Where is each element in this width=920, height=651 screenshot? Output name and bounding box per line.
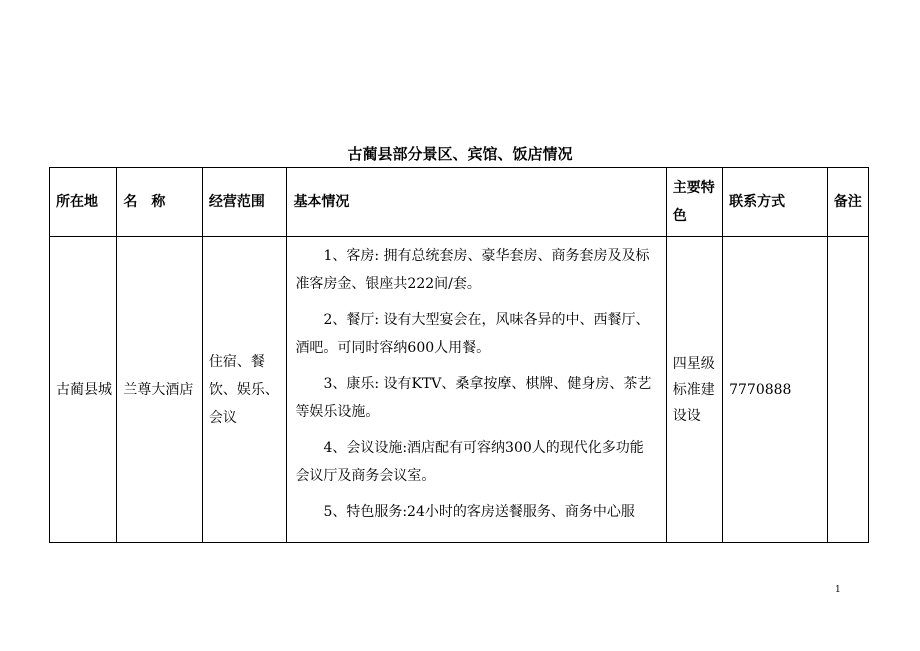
- venues-table: [49, 167, 869, 543]
- header-feature: 主要特色: [666, 168, 722, 237]
- cell-scope: 住宿、餐饮、娱乐、会议: [202, 237, 287, 543]
- cell-feature: 四星级标准建设设: [666, 237, 722, 543]
- page-number: 1: [835, 585, 841, 595]
- header-scope: 经营范围: [202, 168, 287, 237]
- info-paragraph-dining: 2、餐厅: 设有大型宴会在，风味各异的中、西餐厅、酒吧。可同时容纳600人用餐。: [295, 312, 650, 356]
- info-paragraph-meeting: 4、会议设施:酒店配有可容纳300人的现代化多功能会议厅及商务会议室。: [295, 440, 644, 484]
- info-paragraph-recreation: 3、康乐: 设有KTV、桑拿按摩、棋牌、健身房、茶艺等娱乐设施。: [295, 376, 652, 420]
- cell-location: 古蔺县城: [50, 237, 117, 543]
- cell-note: [827, 237, 868, 543]
- info-paragraph-rooms: 1、客房: 拥有总统套房、豪华套房、商务套房及及标准客房金、银座共222间/套。: [295, 248, 650, 292]
- info-paragraph-services: 5、特色服务:24小时的客房送餐服务、商务中心服: [323, 504, 635, 520]
- header-note: 备注: [827, 168, 868, 237]
- header-name: 名 称: [117, 168, 203, 237]
- cell-contact: 7770888: [723, 237, 828, 543]
- table-header-row: [50, 168, 869, 237]
- cell-info: [287, 237, 666, 543]
- header-contact: 联系方式: [723, 168, 828, 237]
- header-info: 基本情况: [287, 168, 666, 237]
- document-title: 古蔺县部分景区、宾馆、饭店情况: [347, 145, 573, 163]
- header-location: 所在地: [50, 168, 117, 237]
- table-row: [50, 237, 869, 543]
- cell-name: 兰尊大酒店: [117, 237, 203, 543]
